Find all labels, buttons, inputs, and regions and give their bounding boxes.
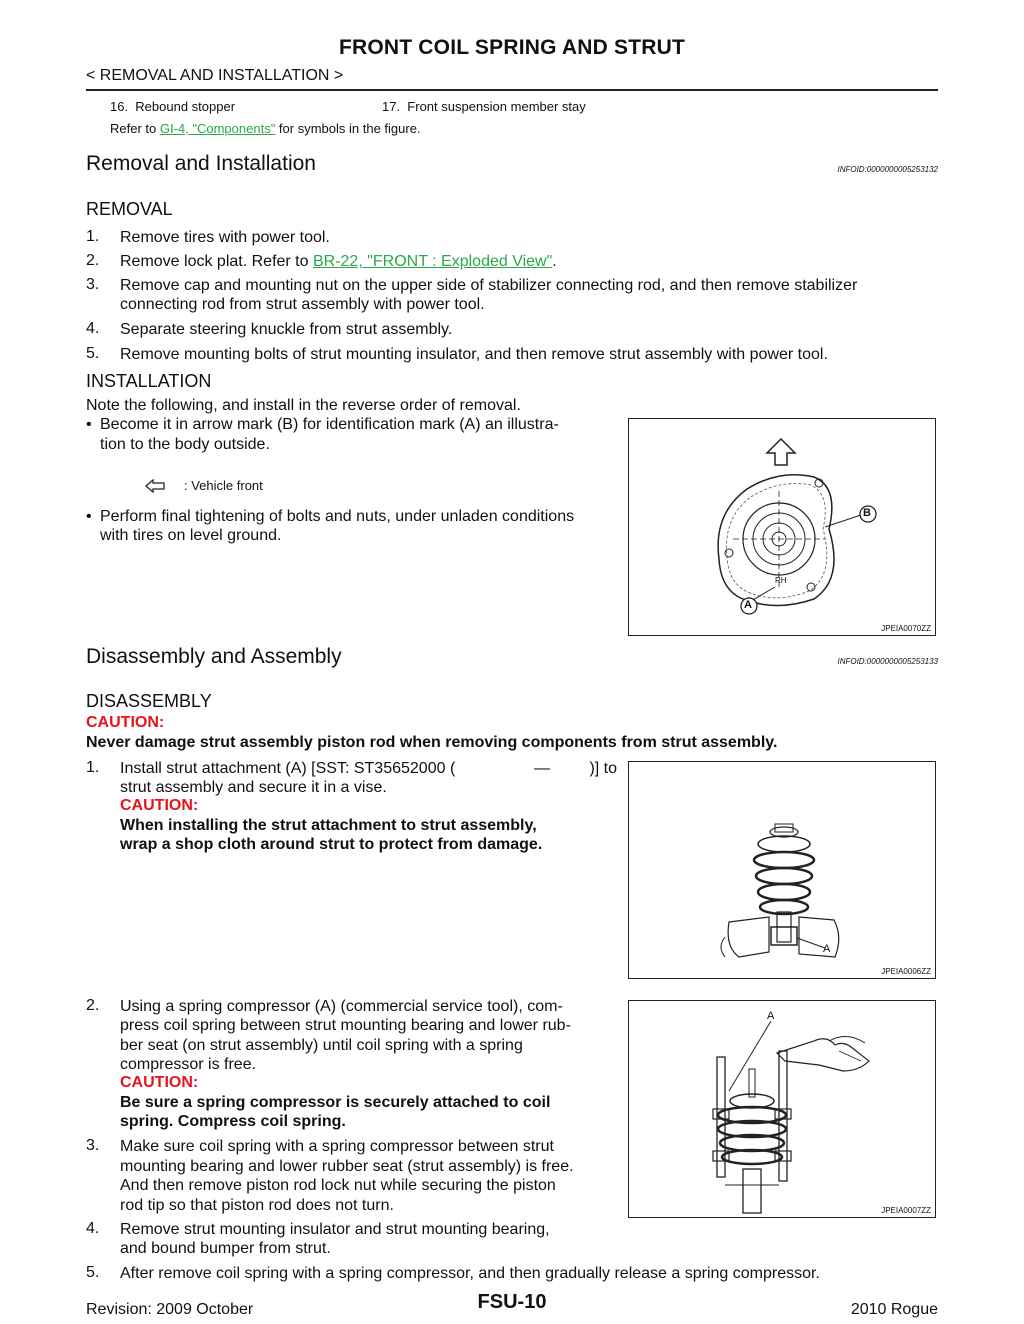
bullet-1-line1: Become it in arrow mark (B) for identification mark (A) an illustra- xyxy=(100,416,559,433)
removal-step-2-suffix: . xyxy=(552,253,557,270)
legend-refer-line xyxy=(110,121,421,136)
disassembly-step-3-num: 3. xyxy=(86,1137,100,1154)
removal-step-4: Separate steering knuckle from strut assembly. xyxy=(120,321,453,338)
removal-step-3-line2: connecting rod from strut assembly with power tool. xyxy=(120,296,485,313)
bullet-1-line2: tion to the body outside. xyxy=(100,436,270,453)
step-2-caution-line2: spring. Compress coil spring. xyxy=(120,1113,346,1130)
removal-installation-heading: Removal and Installation xyxy=(86,152,316,175)
removal-step-2 xyxy=(120,252,557,272)
disassembly-assembly-heading: Disassembly and Assembly xyxy=(86,645,342,668)
disassembly-step-2-line2: press coil spring between strut mounting bearing and lower rub- xyxy=(120,1017,571,1034)
step-1-caution-line2: wrap a shop cloth around strut to protect from damage. xyxy=(120,836,543,853)
removal-step-1: Remove tires with power tool. xyxy=(120,229,330,246)
disassembly-step-4-line1: Remove strut mounting insulator and strut mounting bearing, xyxy=(120,1221,550,1238)
br22-link[interactable]: BR-22, "FRONT : Exploded View" xyxy=(312,253,553,270)
removal-step-1-num: 1. xyxy=(86,228,100,245)
disassembly-step-3-line4: rod tip so that piston rod does not turn. xyxy=(120,1197,394,1214)
section-breadcrumb: < REMOVAL AND INSTALLATION > xyxy=(86,67,344,84)
step-1-line1-dash: — xyxy=(534,760,550,777)
removal-step-5: Remove mounting bolts of strut mounting insulator, and then remove strut assembly with power tool. xyxy=(120,346,828,363)
disassembly-step-4-line2: and bound bumper from strut. xyxy=(120,1240,331,1257)
step-1-line1-a: Install strut attachment (A) [SST: ST35652000 ( xyxy=(120,760,456,777)
disassembly-step-3-line1: Make sure coil spring with a spring compressor between strut xyxy=(120,1138,554,1155)
caution-text-main: Never damage strut assembly piston rod when removing components from strut assembly. xyxy=(86,734,778,751)
header-rule xyxy=(86,89,938,91)
components-link[interactable]: GI-4, "Components" xyxy=(159,121,276,136)
disassembly-step-3-line2: mounting bearing and lower rubber seat (strut assembly) is free. xyxy=(120,1158,574,1175)
step-1-caution-line1: When installing the strut attachment to strut assembly, xyxy=(120,817,537,834)
disassembly-step-1-line2: strut assembly and secure it in a vise. xyxy=(120,779,387,796)
insulator-figure xyxy=(628,418,936,636)
refer-suffix: for symbols in the figure. xyxy=(275,121,421,136)
figure-label-a: A xyxy=(744,599,752,611)
disassembly-step-5: After remove coil spring with a spring compressor, and then gradually release a spring compressor. xyxy=(120,1265,820,1282)
removal-step-3-line1: Remove cap and mounting nut on the upper side of stabilizer connecting rod, and then remove stabilizer xyxy=(120,277,858,294)
disassembly-step-2-line3: ber seat (on strut assembly) until coil spring with a spring xyxy=(120,1037,523,1054)
removal-step-5-num: 5. xyxy=(86,345,100,362)
removal-step-4-num: 4. xyxy=(86,320,100,337)
figure-code-0006: JPEIA0006ZZ xyxy=(881,967,931,976)
disassembly-step-1-line1 xyxy=(120,759,617,779)
removal-heading: REMOVAL xyxy=(86,199,173,219)
vehicle-front-arrow-icon xyxy=(144,478,166,494)
infoid-removal: INFOID:0000000005253132 xyxy=(837,165,938,174)
vehicle-front-label: : Vehicle front xyxy=(184,478,263,493)
removal-step-2-num: 2. xyxy=(86,252,100,269)
insulator-drawing xyxy=(629,419,935,635)
disassembly-step-2-line1: Using a spring compressor (A) (commercial service tool), com- xyxy=(120,998,563,1015)
disassembly-heading: DISASSEMBLY xyxy=(86,691,212,711)
disassembly-step-4-num: 4. xyxy=(86,1220,100,1237)
figure-code-0070: JPEIA0070ZZ xyxy=(881,624,931,633)
footer-model: 2010 Rogue xyxy=(850,1301,938,1318)
bullet-2-line1: Perform final tightening of bolts and nuts, under unladen conditions xyxy=(100,508,575,525)
infoid-disassembly: INFOID:0000000005253133 xyxy=(837,657,938,666)
removal-step-2-prefix: Remove lock plat. Refer to xyxy=(120,253,313,270)
legend-item-17: 17. Front suspension member stay xyxy=(382,99,586,114)
disassembly-step-5-num: 5. xyxy=(86,1264,100,1281)
disassembly-step-1-num: 1. xyxy=(86,759,100,776)
spring-compressor-figure xyxy=(628,1000,936,1218)
disassembly-step-3-line3: And then remove piston rod lock nut while securing the piston xyxy=(120,1177,556,1194)
figure-code-0007: JPEIA0007ZZ xyxy=(881,1206,931,1215)
figure-label-rh: RH xyxy=(775,576,787,585)
spring-compressor-drawing xyxy=(629,1001,935,1217)
refer-prefix: Refer to xyxy=(110,121,160,136)
footer-page-number: FSU-10 xyxy=(477,1291,547,1313)
strut-vise-drawing xyxy=(629,762,935,978)
strut-vise-figure xyxy=(628,761,936,979)
figure2-label-a: A xyxy=(767,1010,775,1022)
caution-label-main: CAUTION: xyxy=(86,714,165,731)
installation-note: Note the following, and install in the reverse order of removal. xyxy=(86,397,521,414)
step-2-caution-label: CAUTION: xyxy=(120,1074,199,1091)
removal-step-3-num: 3. xyxy=(86,276,100,293)
step-1-line1-c: )] to xyxy=(589,760,617,777)
legend-item-16: 16. Rebound stopper xyxy=(110,99,236,114)
bullet-1-dot: • xyxy=(86,416,92,433)
disassembly-step-2-line4: compressor is free. xyxy=(120,1056,257,1073)
step-1-caution-label: CAUTION: xyxy=(120,797,199,814)
bullet-2-line2: with tires on level ground. xyxy=(100,527,282,544)
figure-label-b: B xyxy=(863,507,871,519)
installation-heading: INSTALLATION xyxy=(86,371,212,391)
footer-revision: Revision: 2009 October xyxy=(86,1301,254,1318)
figure1-label-a: A xyxy=(823,943,831,955)
page-title: FRONT COIL SPRING AND STRUT xyxy=(338,36,686,59)
bullet-2-dot: • xyxy=(86,508,92,525)
disassembly-step-2-num: 2. xyxy=(86,997,100,1014)
step-2-caution-line1: Be sure a spring compressor is securely attached to coil xyxy=(120,1094,551,1111)
